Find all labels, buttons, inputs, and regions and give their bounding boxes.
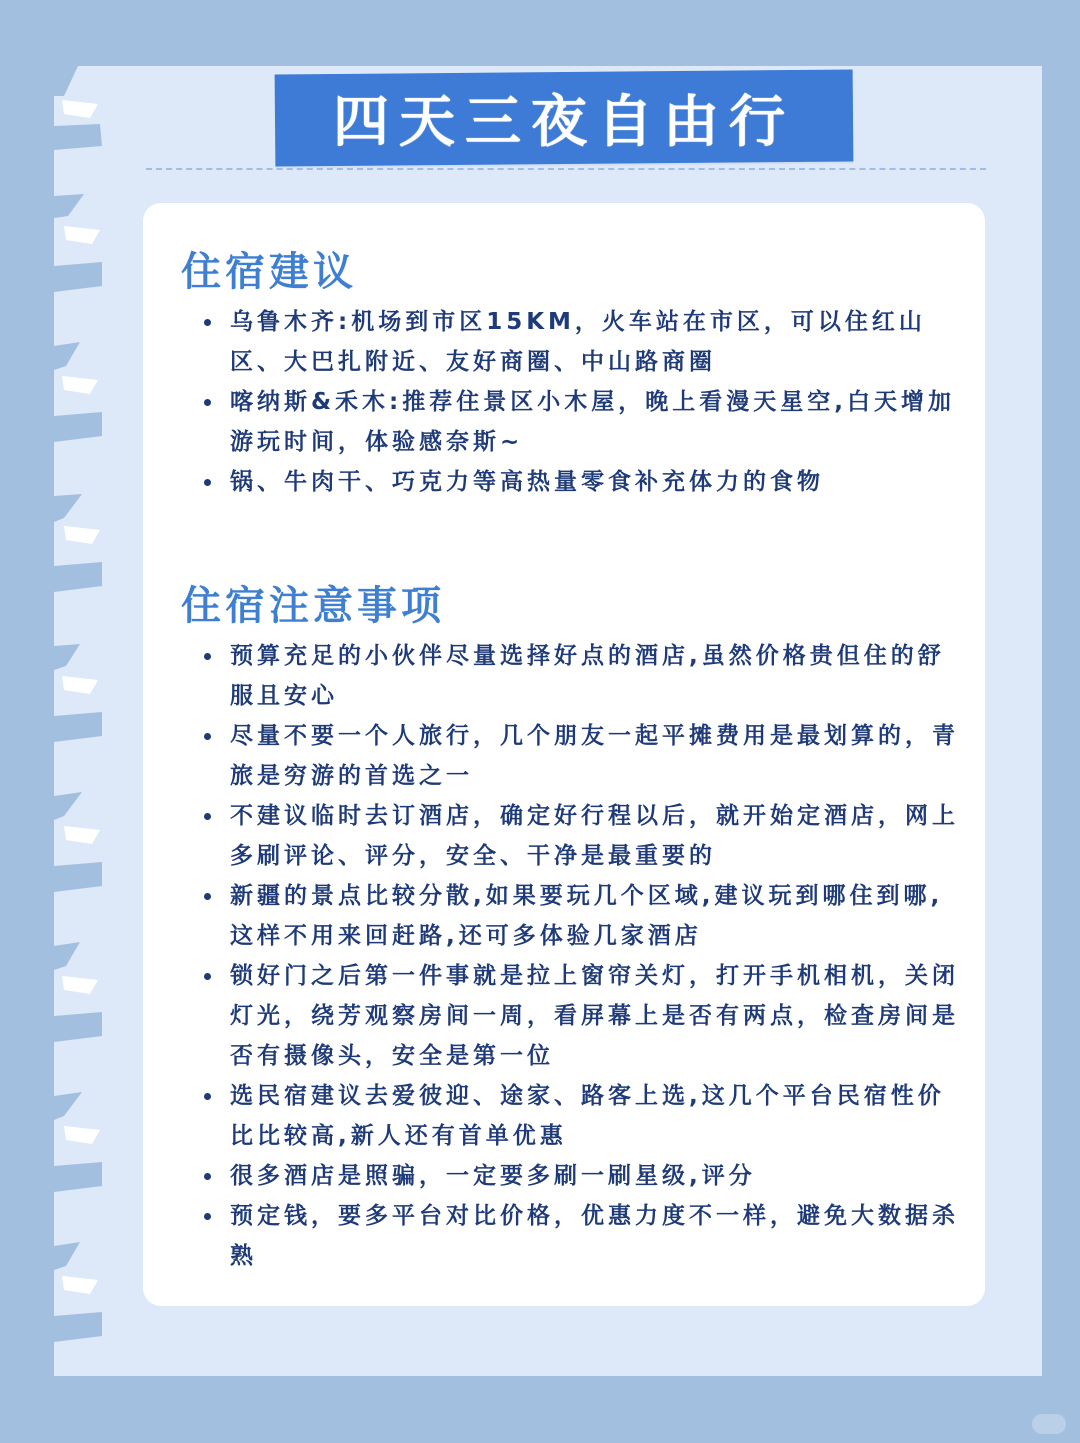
list-item: 锁好门之后第一件事就是拉上窗帘关灯，打开手机相机，关闭灯光，绕芳观察房间一周，看屏幕上是否有两点，检查房间是否有摄像头，安全是第一位	[200, 956, 960, 1076]
list-item: 预定钱，要多平台对比价格，优惠力度不一样，避免大数据杀熟	[200, 1196, 960, 1276]
page-title: 四天三夜自由行	[333, 90, 795, 155]
list-item: 锅、牛肉干、巧克力等高热量零食补充体力的食物	[200, 462, 960, 502]
accommodation-tips-list	[200, 302, 960, 502]
watermark-badge	[1032, 1414, 1066, 1434]
accommodation-notes-list	[200, 636, 960, 1276]
list-item: 预算充足的小伙伴尽量选择好点的酒店,虽然价格贵但住的舒服且安心	[200, 636, 960, 716]
section-heading-accommodation-tips: 住宿建议	[181, 249, 357, 295]
list-item: 喀纳斯&禾木:推荐住景区小木屋，晚上看漫天星空,白天增加游玩时间，体验感奈斯~	[200, 382, 960, 462]
list-item: 尽量不要一个人旅行，几个朋友一起平摊费用是最划算的，青旅是穷游的首选之一	[200, 716, 960, 796]
list-item: 不建议临时去订酒店，确定好行程以后，就开始定酒店，网上多刷评论、评分，安全、干净是最重要的	[200, 796, 960, 876]
section-heading-accommodation-notes: 住宿注意事项	[181, 583, 445, 629]
list-item: 新疆的景点比较分散,如果要玩几个区域,建议玩到哪住到哪,这样不用来回赶路,还可多体验几家酒店	[200, 876, 960, 956]
list-item: 乌鲁木齐:机场到市区15KM，火车站在市区，可以住红山区、大巴扎附近、友好商圈、中山路商圈	[200, 302, 960, 382]
list-item: 选民宿建议去爱彼迎、途家、路客上选,这几个平台民宿性价比比较高,新人还有首单优惠	[200, 1076, 960, 1156]
dashed-divider	[146, 168, 986, 170]
list-item: 很多酒店是照骗，一定要多刷一刷星级,评分	[200, 1156, 960, 1196]
